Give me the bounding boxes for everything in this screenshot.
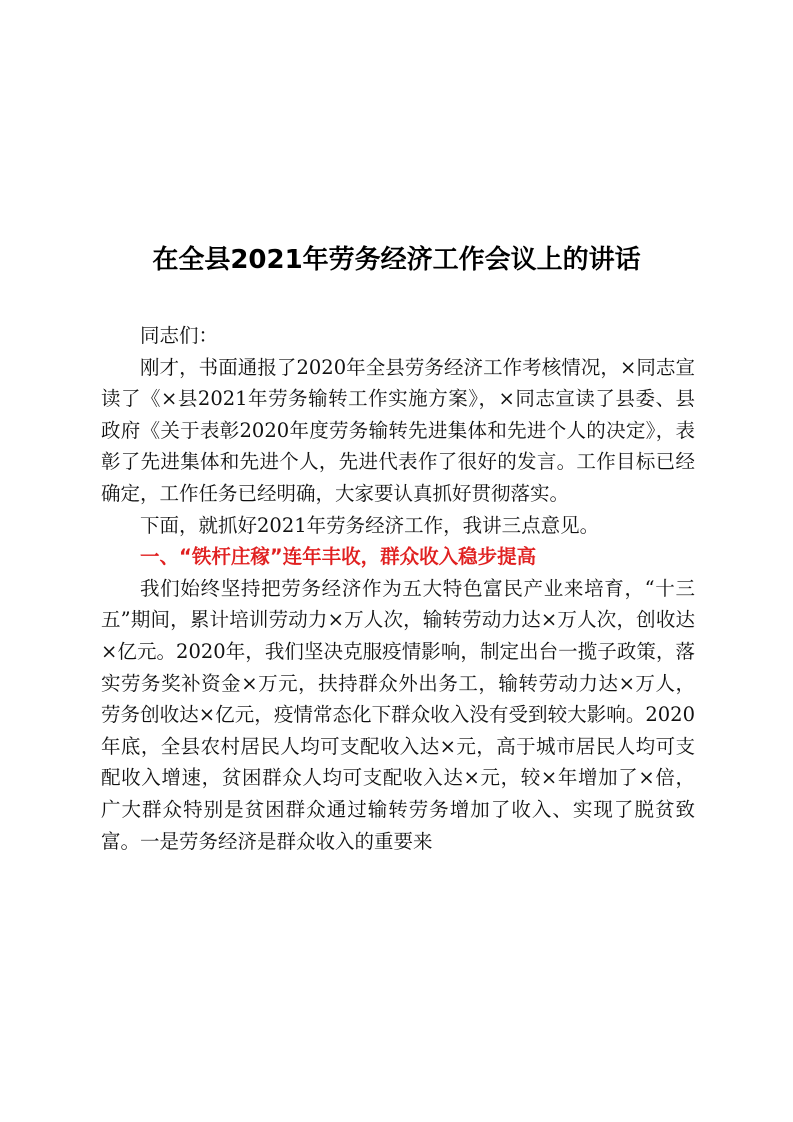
paragraph-2: 下面，就抓好2021年劳务经济工作，我讲三点意见。	[140, 513, 600, 537]
document-title: 在全县2021年劳务经济工作会议上的讲话	[152, 245, 641, 275]
salutation: 同志们：	[140, 324, 219, 347]
document-body	[101, 320, 695, 857]
paragraph-1: 刚才，书面通报了2020年全县劳务经济工作考核情况，×同志宣读了《×县2021年劳务输转工作实施方案》，×同志宣读了县委、县政府《关于表彰2020年度劳务输转先进集体和先进个人的决定》，表彰了先进集体和先进个人，先进代表作了很好的发言。工作目标已经确定，工作任务已经明确，大家要认真抓好贯彻落实。	[101, 355, 695, 505]
section-heading-1: 一、“铁杆庄稼”连年丰收，群众收入稳步提高	[140, 545, 537, 569]
paragraph-3: 我们始终坚持把劳务经济作为五大特色富民产业来培育，“十三五”期间，累计培训劳动力×万人次，输转劳动力达×万人次，创收达×亿元。2020年，我们坚决克服疫情影响，制定出台一揽子政策，落实劳务奖补资金×万元，扶持群众外出务工，输转劳动力达×万人，劳务创收达×亿元，疫情常态化下群众收入没有受到较大影响。2020年底，全县农村居民人均可支配收入达×元，高于城市居民人均可支配收入增速，贫困群众人均可支配收入达×元，较×年增加了×倍，广大群众特别是贫困群众通过输转劳务增加了收入、实现了脱贫致富。一是劳务经济是群众收入的重要来	[101, 576, 695, 853]
